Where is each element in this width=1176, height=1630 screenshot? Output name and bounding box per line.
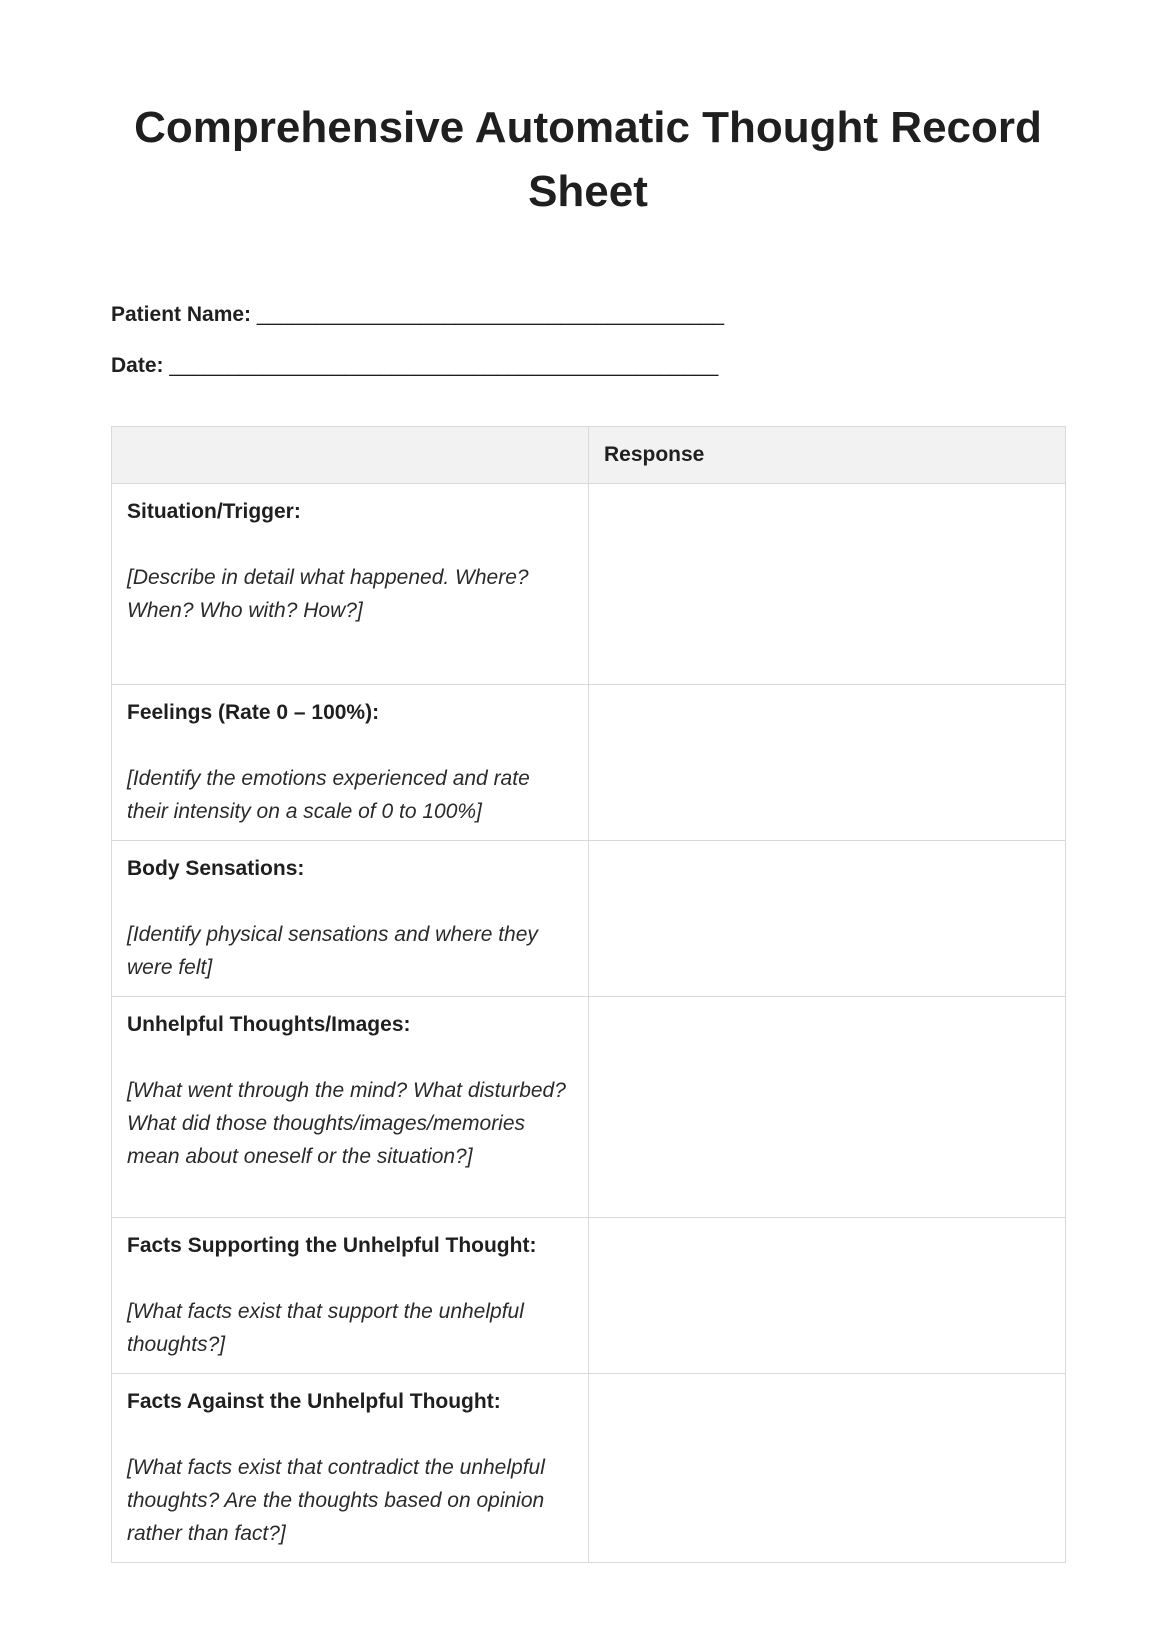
response-cell-feelings[interactable] [589, 685, 1066, 841]
row-prompt-cell [112, 841, 589, 997]
header-response: Response [589, 427, 1066, 484]
table-row-facts-supporting [112, 1218, 1066, 1374]
row-label: Situation/Trigger: [127, 500, 301, 523]
response-cell-facts-against[interactable] [589, 1374, 1066, 1563]
row-prompt-cell [112, 997, 589, 1218]
row-hint: [Describe in detail what happened. Where? When? Who with? How?] [127, 566, 529, 622]
response-cell-situation[interactable] [589, 484, 1066, 685]
response-cell-unhelpful-thoughts[interactable] [589, 997, 1066, 1218]
row-label: Facts Against the Unhelpful Thought: [127, 1390, 501, 1413]
row-hint: [What facts exist that support the unhelpful thoughts?] [127, 1300, 524, 1356]
row-label: Facts Supporting the Unhelpful Thought: [127, 1234, 537, 1257]
row-prompt-cell [112, 484, 589, 685]
row-prompt-cell [112, 685, 589, 841]
row-hint: [What went through the mind? What disturbed? What did those thoughts/images/memories mean about oneself or the situation?] [127, 1079, 566, 1168]
response-cell-facts-supporting[interactable] [589, 1218, 1066, 1374]
table-row-facts-against [112, 1374, 1066, 1563]
row-prompt-cell [112, 1374, 589, 1563]
patient-name-blank[interactable]: ________________________________________ [256, 303, 725, 326]
table-row-unhelpful-thoughts [112, 997, 1066, 1218]
table-row-body-sensations [112, 841, 1066, 997]
page-title: Comprehensive Automatic Thought Record Sheet [134, 103, 1042, 216]
header-empty-cell [112, 427, 589, 484]
thought-record-table [111, 426, 1066, 1563]
row-hint: [What facts exist that contradict the unhelpful thoughts? Are the thoughts based on opinion rather than fact?] [127, 1456, 545, 1545]
patient-name-label: Patient Name: [111, 303, 252, 326]
date-field[interactable] [111, 354, 718, 378]
table-header-row [112, 427, 1066, 484]
patient-name-field[interactable] [111, 303, 724, 327]
row-prompt-cell [112, 1218, 589, 1374]
row-label: Feelings (Rate 0 – 100%): [127, 701, 380, 724]
response-cell-body-sensations[interactable] [589, 841, 1066, 997]
table-row-situation [112, 484, 1066, 685]
row-hint: [Identify the emotions experienced and rate their intensity on a scale of 0 to 100%] [127, 767, 530, 823]
table-row-feelings [112, 685, 1066, 841]
date-blank[interactable]: _______________________________________________ [169, 354, 719, 377]
date-label: Date: [111, 354, 164, 377]
row-hint: [Identify physical sensations and where they were felt] [127, 923, 538, 979]
row-label: Body Sensations: [127, 857, 305, 880]
row-label: Unhelpful Thoughts/Images: [127, 1013, 411, 1036]
